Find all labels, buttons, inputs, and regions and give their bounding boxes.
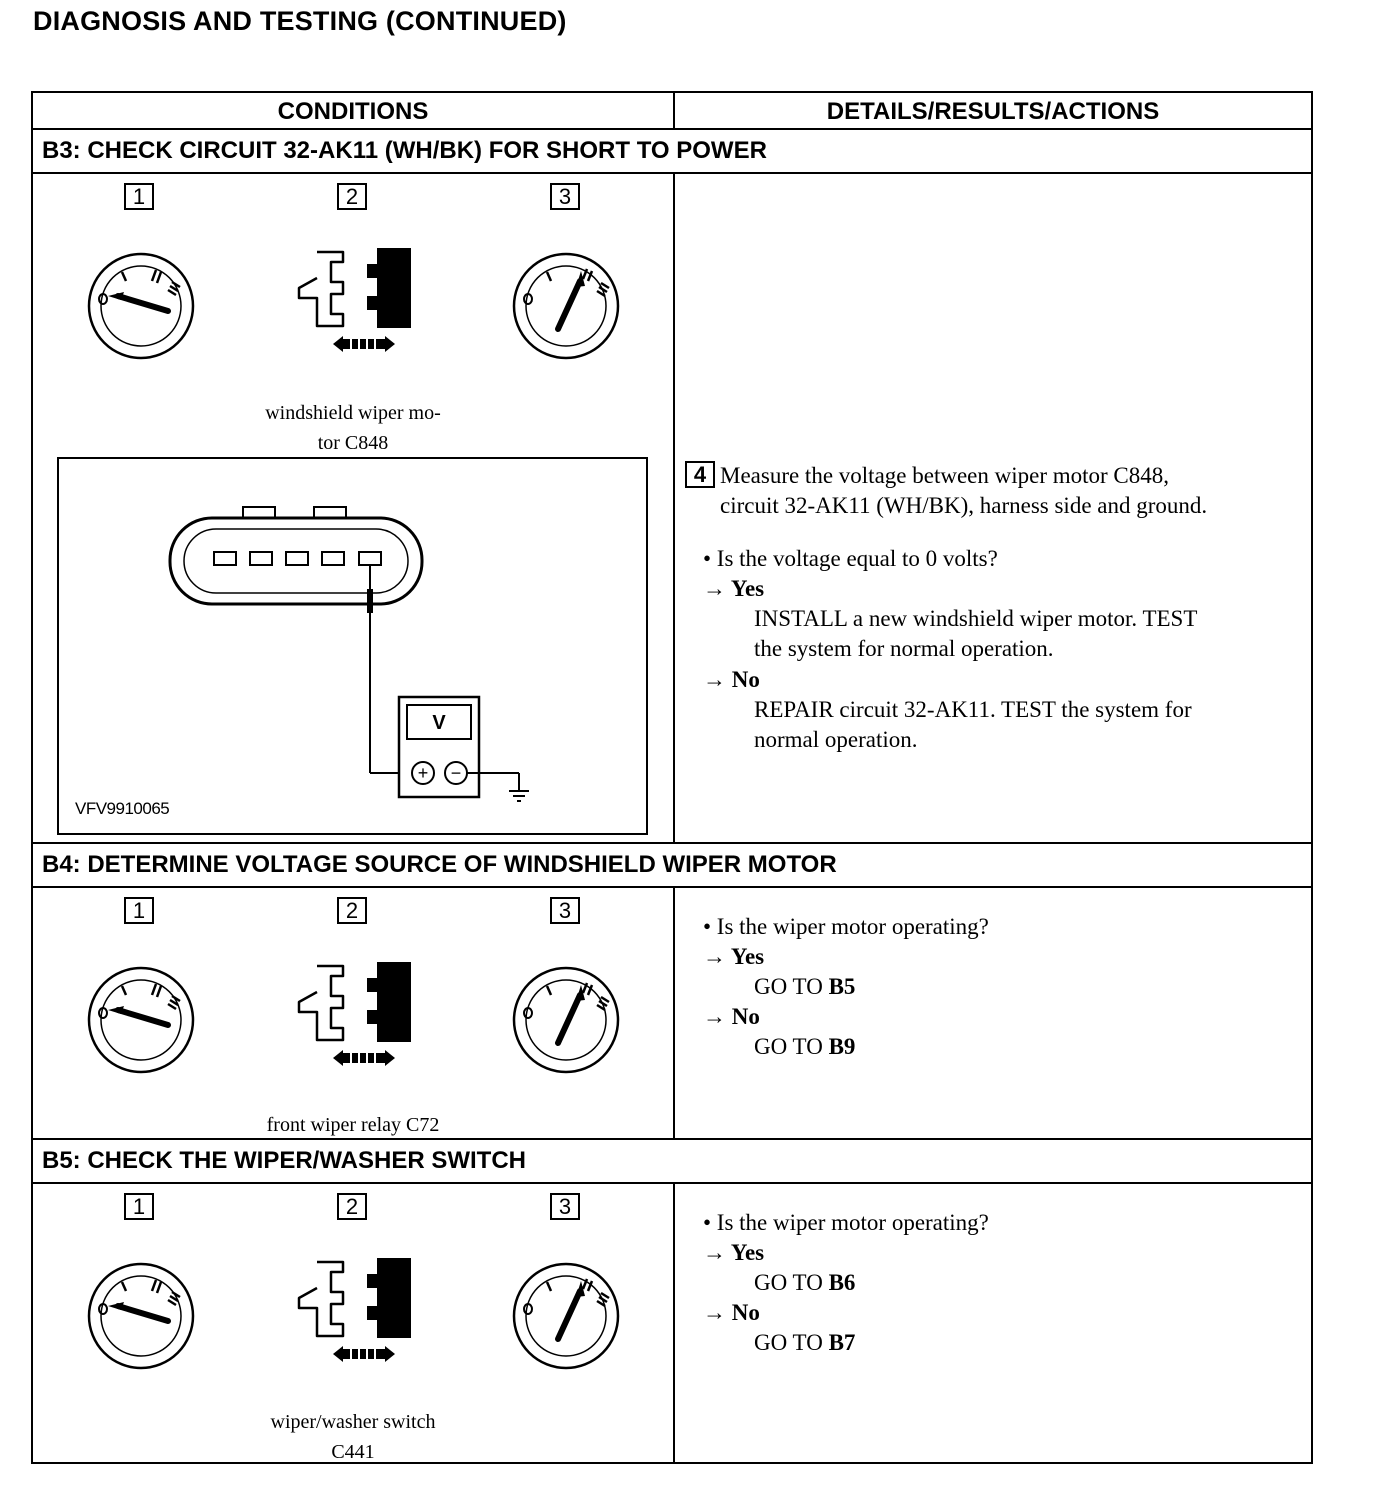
ignition-off-icon	[88, 967, 198, 1077]
diagnosis-table	[31, 91, 1313, 1464]
b4-no-label: → No	[703, 1004, 760, 1029]
voltage-test-diagram	[57, 457, 648, 835]
diagram-code: VFV9910065	[75, 799, 170, 818]
goto-target: B7	[828, 1330, 856, 1355]
ignition-off-icon	[88, 1263, 198, 1373]
step-number: 3	[550, 183, 580, 210]
step-number: 1	[124, 1193, 154, 1220]
b3-question: • Is the voltage equal to 0 volts?	[703, 546, 998, 571]
connector-disconnect-icon	[293, 1258, 413, 1368]
ignition-on-icon	[513, 967, 623, 1077]
connector-disconnect-icon	[293, 248, 413, 358]
b5-yes-action: GO TO B6	[754, 1270, 856, 1295]
b4-yes-action: GO TO B5	[754, 974, 856, 999]
details-header: DETAILS/RESULTS/ACTIONS	[826, 98, 1160, 125]
connector-disconnect-icon	[293, 962, 413, 1072]
b4-yes-label: → Yes	[703, 944, 765, 969]
step-number: 1	[124, 897, 154, 924]
step-caption: windshield wiper mo-	[265, 402, 441, 424]
section-title-b3: B3: CHECK CIRCUIT 32-AK11 (WH/BK) FOR SHORT TO POWER	[42, 137, 767, 164]
goto-target: B5	[828, 974, 856, 999]
conditions-header: CONDITIONS	[277, 98, 429, 125]
step-caption: front wiper relay C72	[266, 1114, 440, 1136]
goto-target: B6	[828, 1270, 856, 1295]
step-number: 2	[337, 897, 367, 924]
b3-yes-action: INSTALL a new windshield wiper motor. TEST the system for normal operation.	[754, 606, 1198, 661]
step-number: 2	[337, 183, 367, 210]
step-caption: tor C848	[317, 432, 389, 454]
goto-target: B9	[828, 1034, 856, 1059]
ignition-on-icon	[513, 253, 623, 363]
step-number: 3	[550, 1193, 580, 1220]
meter-minus-terminal: −	[450, 763, 462, 783]
section-title-b5: B5: CHECK THE WIPER/WASHER SWITCH	[42, 1147, 527, 1174]
b3-yes-label: → Yes	[703, 576, 765, 601]
b5-question: • Is the wiper motor operating?	[703, 1210, 989, 1235]
step-caption: C441	[331, 1441, 375, 1463]
section-title-b4: B4: DETERMINE VOLTAGE SOURCE OF WINDSHIELD WIPER MOTOR	[42, 851, 837, 878]
b5-no-action: GO TO B7	[754, 1330, 856, 1355]
meter-plus-terminal: +	[417, 763, 429, 783]
step-number: 2	[337, 1193, 367, 1220]
b4-no-action: GO TO B9	[754, 1034, 856, 1059]
b5-no-label: → No	[703, 1300, 760, 1325]
b3-no-label: → No	[703, 667, 760, 692]
b3-no-action: REPAIR circuit 32-AK11. TEST the system for normal operation.	[754, 697, 1192, 752]
step-caption: wiper/washer switch	[270, 1411, 436, 1433]
ignition-off-icon	[88, 253, 198, 363]
b5-yes-label: → Yes	[703, 1240, 765, 1265]
step-number: 3	[550, 897, 580, 924]
b4-question: • Is the wiper motor operating?	[703, 914, 989, 939]
page-title: DIAGNOSIS AND TESTING (CONTINUED)	[33, 6, 567, 36]
step4-instruction: Measure the voltage between wiper motor C848, circuit 32-AK11 (WH/BK), harness side and ground.	[720, 463, 1208, 518]
ignition-on-icon	[513, 1263, 623, 1373]
step-number: 4	[685, 461, 715, 488]
step-number: 1	[124, 183, 154, 210]
meter-label: V	[432, 712, 446, 734]
